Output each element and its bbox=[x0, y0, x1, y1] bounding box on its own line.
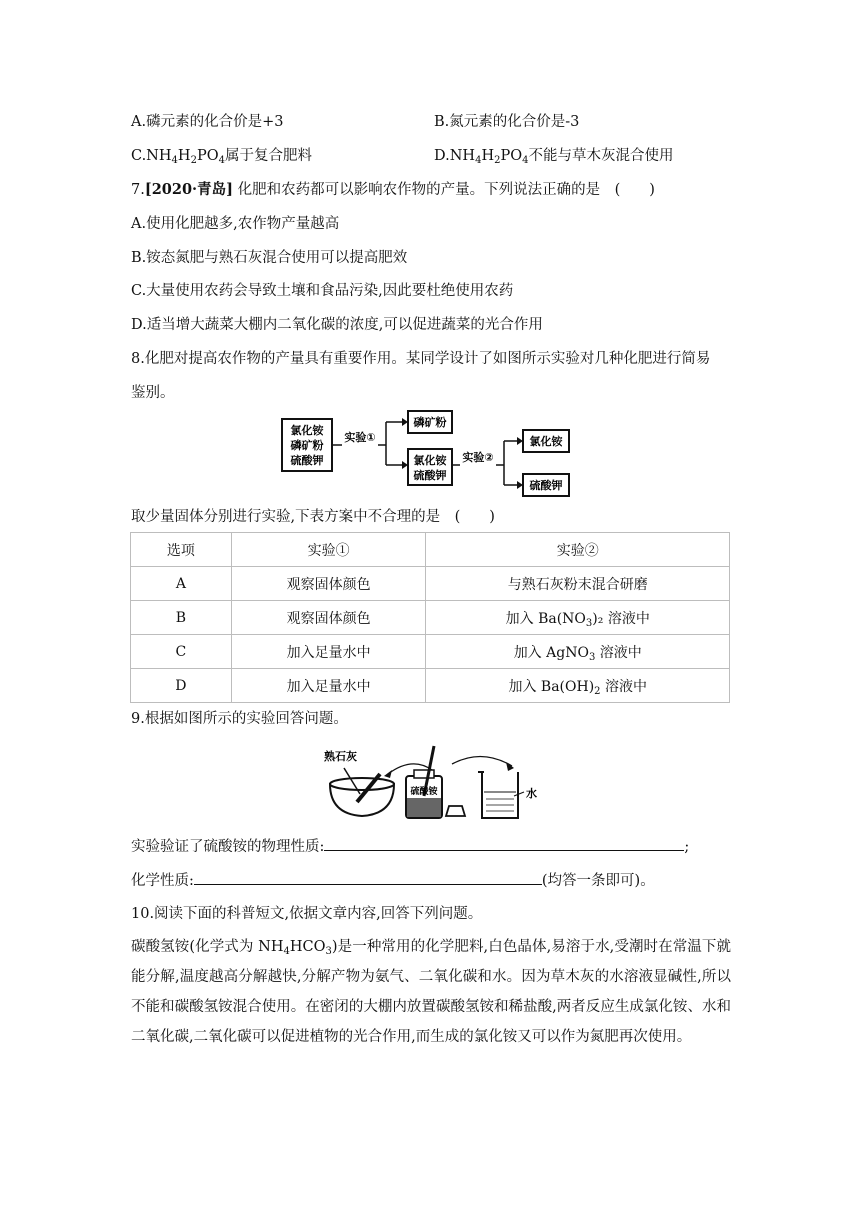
table-cell: 观察固体颜色 bbox=[231, 567, 426, 601]
flow-start-1: 氯化铵 bbox=[290, 424, 324, 437]
q8-stem-line1: 8.化肥对提高农作物的产量具有重要作用。某同学设计了如图所示实验对几种化肥进行简易 bbox=[131, 351, 711, 367]
q8-flow-diagram bbox=[280, 407, 600, 499]
table-cell: 加入足量水中 bbox=[231, 669, 426, 703]
flow-mid-2: 硫酸钾 bbox=[413, 469, 447, 482]
stopper-icon bbox=[446, 806, 465, 816]
flow-exp1: 实验① bbox=[344, 431, 376, 444]
table-row bbox=[131, 601, 730, 635]
q7-option-a: A.使用化肥越多,农作物产量越高 bbox=[131, 216, 340, 232]
table-row bbox=[131, 635, 730, 669]
q8-stem-line2: 鉴别。 bbox=[131, 385, 175, 401]
flow-mid-1: 氯化铵 bbox=[413, 454, 447, 467]
q8-question: 取少量固体分别进行实验,下表方案中不合理的是 ( ) bbox=[131, 509, 495, 525]
q10-stem: 10.阅读下面的科普短文,依据文章内容,回答下列问题。 bbox=[131, 906, 483, 922]
table-cell: 加入 $Ba(NO_3)_2$ 溶液中 bbox=[426, 601, 730, 635]
table-header: 选项 bbox=[131, 533, 232, 567]
table-cell: A bbox=[131, 567, 232, 601]
q6-option-a: A.磷元素的化合价是+3 bbox=[131, 114, 284, 130]
q10-passage: 碳酸氢铵(化学式为 $NH_4HCO_3$)是一种常用的化学肥料,白色晶体,易溶于水,受潮时在常温下就能分解,温度越高分解越快,分解产物为氨气、二氧化碳和水。因为草木灰的水溶液显碱性,所以不能和碳酸氢铵混合使用。在密闭的大棚内放置碳酸氢铵和稀盐酸,两者反应生成氯化铵、水和二氧化碳,二氧化碳可以促进植物的光合作用,而生成的氯化铵又可以作为氮肥再次使用。 bbox=[131, 939, 731, 1045]
flow-out2b: 硫酸钾 bbox=[529, 479, 563, 492]
q7-option-b: B.铵态氮肥与熟石灰混合使用可以提高肥效 bbox=[131, 250, 408, 266]
table-cell: C bbox=[131, 635, 232, 669]
table-cell: B bbox=[131, 601, 232, 635]
flow-start-3: 硫酸钾 bbox=[290, 454, 324, 467]
table-cell: 加入足量水中 bbox=[231, 635, 426, 669]
fig-water-label: 水 bbox=[526, 787, 537, 800]
q8-options-table bbox=[130, 532, 730, 703]
table-cell: 与熟石灰粉末混合研磨 bbox=[426, 567, 730, 601]
q9-physical-property: 实验验证了硫酸铵的物理性质: ; bbox=[131, 836, 689, 857]
table-row bbox=[131, 669, 730, 703]
table-cell: 观察固体颜色 bbox=[231, 601, 426, 635]
table-header: 实验① bbox=[231, 533, 426, 567]
q7-option-d: D.适当增大蔬菜大棚内二氧化碳的浓度,可以促进蔬菜的光合作用 bbox=[131, 317, 543, 333]
q6-option-b: B.氮元素的化合价是-3 bbox=[434, 114, 580, 130]
answer-blank[interactable] bbox=[324, 836, 684, 851]
table-header: 实验② bbox=[426, 533, 730, 567]
table-row bbox=[131, 567, 730, 601]
fig-jar-label: 硫酸铵 bbox=[410, 787, 438, 797]
q9-chemical-property: 化学性质: (均答一条即可)。 bbox=[131, 870, 655, 891]
table-header-row bbox=[131, 533, 730, 567]
answer-blank[interactable] bbox=[194, 870, 542, 885]
q7-option-c: C.大量使用农药会导致土壤和食品污染,因此要杜绝使用农药 bbox=[131, 283, 514, 299]
q6-option-d: $D.NH_4H_2PO_4$不能与草木灰混合使用 bbox=[434, 148, 674, 166]
fig-lime-label: 熟石灰 bbox=[324, 750, 357, 763]
flow-out2a: 氯化铵 bbox=[529, 435, 563, 448]
q7-stem: 7.[2020·青岛] 化肥和农药都可以影响农作物的产量。下列说法正确的是 ( ) bbox=[131, 181, 655, 198]
q6-option-c: $C.NH_4H_2PO_4$属于复合肥料 bbox=[131, 148, 312, 166]
table-cell: 加入 $Ba(OH)_2$ 溶液中 bbox=[426, 669, 730, 703]
flow-exp2: 实验② bbox=[462, 451, 494, 464]
q9-experiment-figure bbox=[322, 744, 552, 826]
flow-out1: 磷矿粉 bbox=[413, 416, 447, 429]
table-cell: 加入 AgNO$_3$ 溶液中 bbox=[426, 635, 730, 669]
table-cell: D bbox=[131, 669, 232, 703]
flow-start-2: 磷矿粉 bbox=[290, 439, 324, 452]
q9-stem: 9.根据如图所示的实验回答问题。 bbox=[131, 711, 348, 727]
